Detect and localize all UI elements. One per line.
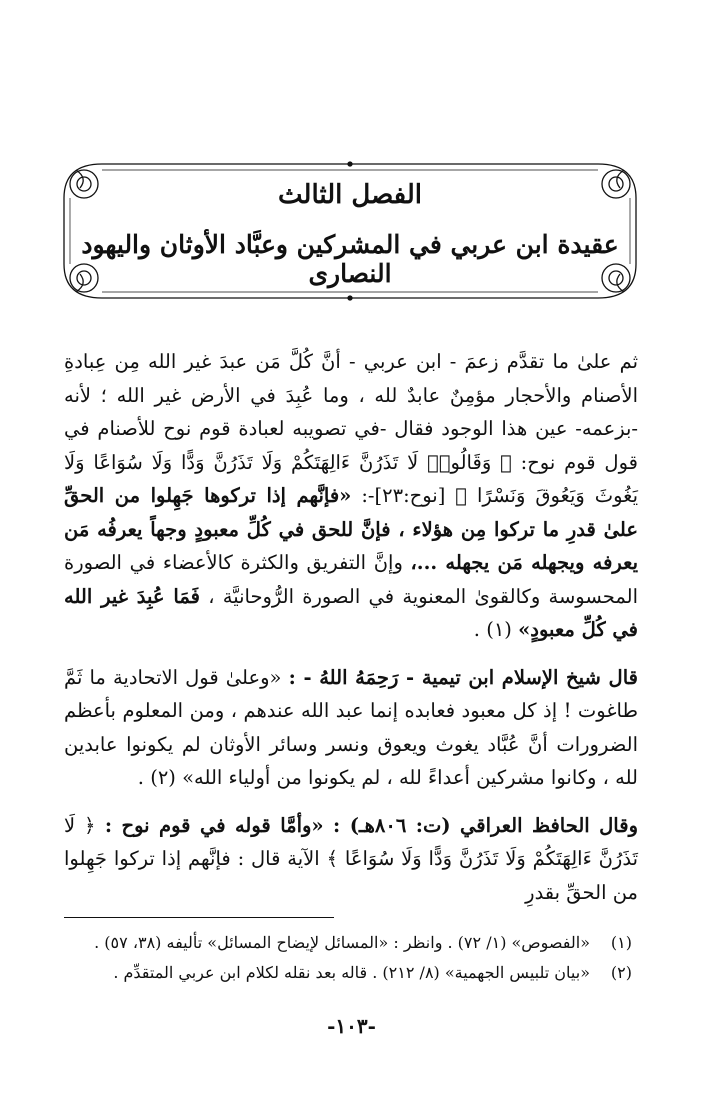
text-run: وإنَّ التفريق والكثرة كالأعضاء في الصورة المحسوسة وكالقوىٰ المعنوية في الصورة الرُّوحانيَّة ،: [64, 551, 638, 608]
paragraph: [64, 809, 638, 910]
footnote-ref: (٢) .: [137, 766, 183, 789]
footnotes: [64, 928, 638, 988]
footnote-number: (٢): [610, 963, 632, 982]
quran-verse: ﴿ لَا تَذَرُنَّ ءَالِهَتَكُمْ وَلَا تَذَرُنَّ وَدًّا وَلَا سُوَاعًا ﴾: [64, 813, 639, 870]
footnote-divider: [64, 917, 334, 918]
paragraph: [64, 661, 638, 795]
paragraph: [64, 345, 638, 647]
footnote-text: «الفصوص» (١/ ٧٢) . وانظر : «المسائل لإيضاح المسائل» تأليفه (٣٨، ٥٧) .: [94, 933, 590, 952]
footnote-ref: (١) .: [473, 618, 519, 641]
text-run: «وعلىٰ قول الاتحادية ما ثَمَّ طاغوت ! إذ كل معبود فعابده إنما عبد الله عندهم ، ومن المعلوم بأعظم الضرورات أنَّ عُبَّاد يغوث ويعوق ونسر وسائر الأوثان لم يكونوا عابدين لله ، وكانوا مشركين أعداءً لله ، لم يكونوا من أولياء الله»: [64, 665, 638, 789]
bold-lead: قال شيخ الإسلام ابن تيمية - رَحِمَهُ اللهُ - :: [288, 665, 638, 689]
page-number: -١٠٣-: [327, 1014, 376, 1038]
bold-lead: وقال الحافظ العراقي (ت: ٨٠٦هـ) : «وأمَّا قوله في قوم نوح :: [95, 813, 638, 837]
footnote-text: «بيان تلبيس الجهمية» (٨/ ٢١٢) . قاله بعد نقله لكلام ابن عربي المتقدِّم .: [113, 963, 590, 982]
text-run: الآية قال : فإنَّهم إذا تركوا جَهِلوا من الحقِّ بقدرِ: [64, 847, 638, 904]
body-text: [64, 345, 638, 909]
bold-quote: «فإنَّهم إذا تركوها جَهِلوا من الحقِّ علىٰ قدرِ ما تركوا مِن هؤلاء ، فإنَّ للحق في كُلِّ معبودٍ وجهاً يعرفُه مَن يعرفه ويجهله مَن يجهله ...،: [64, 484, 638, 574]
footnote: [64, 928, 638, 958]
chapter-label: الفصل الثالث: [278, 180, 422, 210]
chapter-title: عقيدة ابن عربي في المشركين وعبَّاد الأوثان واليهود النصارى: [81, 230, 619, 288]
quran-verse: ﴿ وَقَالُوا۟ لَا تَذَرُنَّ ءَالِهَتَكُمْ وَلَا تَذَرُنَّ وَدًّا وَلَا سُوَاعًا وَلَا يَغُوثَ وَيَعُوقَ وَنَسْرًا ﴾: [64, 450, 639, 507]
bold-quote: فَمَا عُبِدَ غير الله في كُلِّ معبودٍ»: [64, 584, 638, 641]
text-run: [نوح:٢٣]-:: [351, 484, 456, 507]
text-run: ثم علىٰ ما تقدَّم زعمَ - ابن عربي - أنَّ كُلَّ مَن عبدَ غير الله مِن عِبادةِ الأصنام والأحجار مؤمِنٌ عابدٌ لله ، وما عُبِدَ في الأرض غير الله ؛ لأنه -بزعمه- عين هذا الوجود فقال -في تصويبه لعبادة قوم نوح للأصنام في قول قوم نوح:: [64, 350, 638, 474]
chapter-header-frame: [58, 158, 642, 304]
footnote-number: (١): [610, 933, 632, 952]
footnote: [64, 958, 638, 988]
